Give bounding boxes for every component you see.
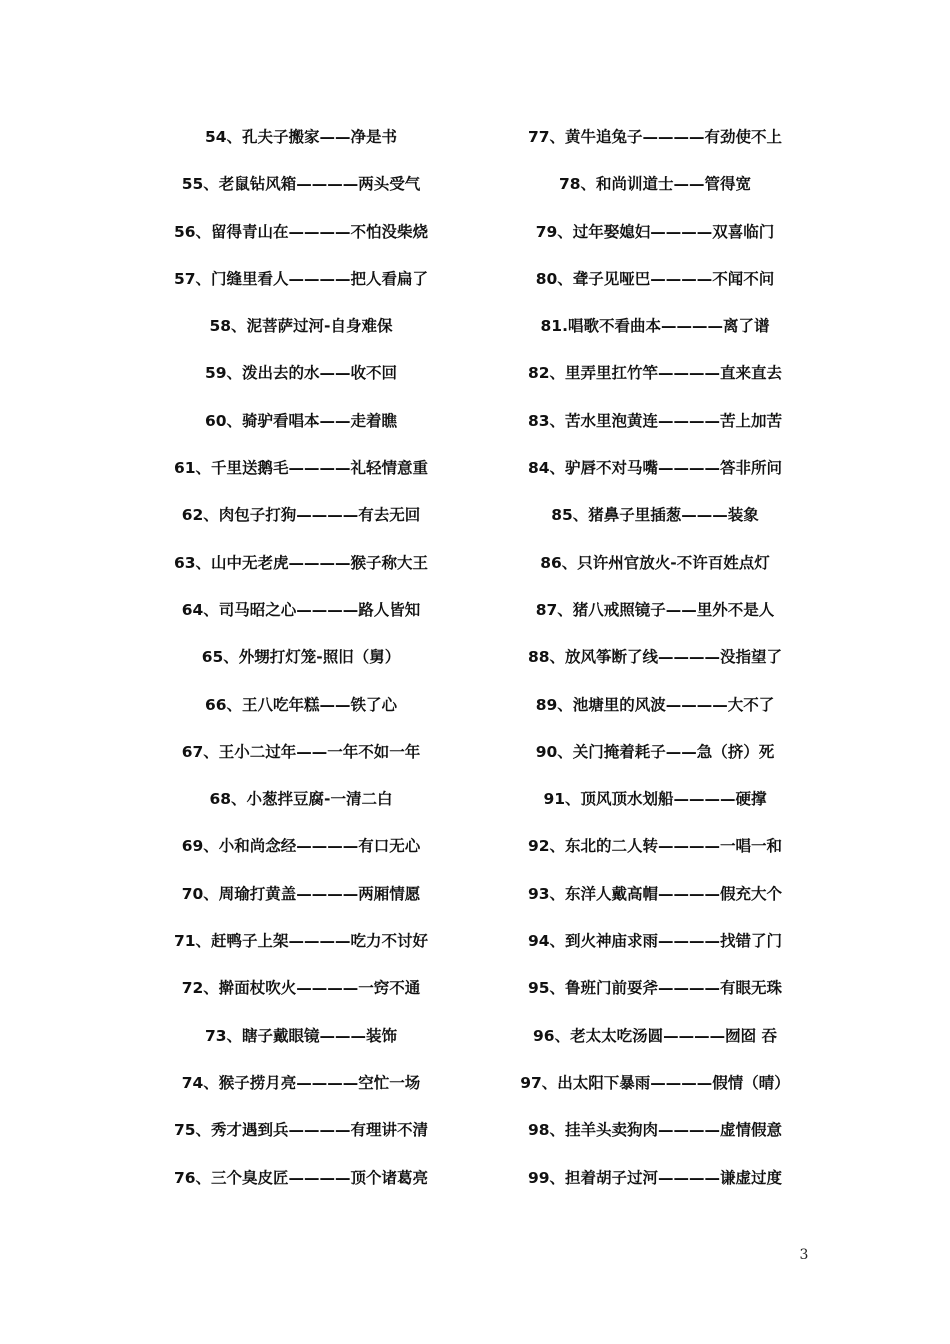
- proverb-item: 78、和尚训道士——管得宽: [558, 175, 752, 194]
- proverb-item: 94、到火神庙求雨————找错了门: [527, 932, 783, 951]
- proverb-item: 58、泥菩萨过河-自身难保: [209, 317, 393, 336]
- proverb-item: 91、顶风顶水划船————硬撑: [543, 790, 767, 809]
- proverb-item: 96、老太太吃汤圆————囫囵 吞: [533, 1026, 777, 1045]
- proverb-item: 75、秀才遇到兵————有理讲不清: [173, 1121, 429, 1140]
- page-number: 3: [799, 1247, 809, 1263]
- proverb-item: 68、小葱拌豆腐-一清二白: [209, 790, 393, 809]
- proverb-item: 79、过年娶媳妇————双喜临门: [535, 222, 775, 241]
- proverb-item: 67、王小二过年——一年不如一年: [181, 742, 421, 761]
- proverb-item: 80、聋子见哑巴————不闻不问: [535, 269, 775, 288]
- proverb-item: 92、东北的二人转————一唱一和: [527, 837, 783, 856]
- left-column: [136, 116, 466, 1204]
- proverb-item: 89、池塘里的风波————大不了: [535, 695, 775, 714]
- proverb-item: 76、三个臭皮匠————顶个诸葛亮: [173, 1168, 429, 1187]
- proverb-item: 59、泼出去的水——收不回: [204, 364, 398, 383]
- proverb-item: 62、肉包子打狗————有去无回: [181, 506, 421, 525]
- proverb-item: 64、司马昭之心————路人皆知: [181, 600, 421, 619]
- proverb-item: 90、关门掩着耗子——急（挤）死: [535, 742, 775, 761]
- proverb-item: 61、千里送鹅毛————礼轻情意重: [173, 459, 429, 478]
- proverb-item: 95、鲁班门前耍斧————有眼无珠: [527, 979, 783, 998]
- proverb-item: 65、外甥打灯笼-照旧（舅）: [201, 648, 401, 667]
- proverb-item: 77、黄牛追兔子————有劲使不上: [527, 128, 783, 146]
- proverb-item: 88、放风筝断了线————没指望了: [527, 648, 783, 667]
- proverb-item: 55、老鼠钻风箱————两头受气: [181, 175, 421, 194]
- proverb-item: 66、王八吃年糕——铁了心: [204, 695, 398, 714]
- proverb-item: 63、山中无老虎————猴子称大王: [173, 553, 429, 572]
- proverb-item: 82、里弄里扛竹竿————直来直去: [527, 364, 783, 383]
- proverb-item: 86、只许州官放火-不许百姓点灯: [540, 553, 770, 572]
- proverb-item: 83、苦水里泡黄连————苦上加苦: [527, 411, 783, 430]
- proverb-item: 93、东洋人戴高帽————假充大个: [527, 884, 783, 903]
- proverb-item: 54、孔夫子搬家——净是书: [204, 128, 398, 146]
- proverb-item: 71、赶鸭子上架————吃力不讨好: [173, 932, 429, 951]
- proverb-item: 97、出太阳下暴雨————假情（晴）: [520, 1073, 790, 1092]
- proverb-item: 99、担着胡子过河————谦虚过度: [527, 1168, 783, 1187]
- proverb-item: 60、骑驴看唱本——走着瞧: [204, 411, 398, 430]
- proverb-item: 74、猴子捞月亮————空忙一场: [181, 1073, 421, 1092]
- proverb-item: 56、留得青山在————不怕没柴烧: [173, 222, 429, 241]
- proverb-item: 72、擀面杖吹火————一窍不通: [181, 979, 421, 998]
- proverb-item: 85、猪鼻子里插葱———装象: [551, 506, 759, 525]
- proverb-item: 81.唱歌不看曲本————离了谱: [540, 317, 770, 336]
- right-column: [490, 116, 820, 1204]
- proverb-item: 57、门缝里看人————把人看扁了: [173, 269, 429, 288]
- proverb-item: 98、挂羊头卖狗肉————虚情假意: [527, 1121, 783, 1140]
- proverb-item: 84、驴唇不对马嘴————答非所问: [527, 459, 783, 478]
- proverb-item: 69、小和尚念经————有口无心: [181, 837, 421, 856]
- proverb-item: 87、猪八戒照镜子——里外不是人: [535, 600, 775, 619]
- proverb-item: 73、瞎子戴眼镜———装饰: [204, 1026, 398, 1045]
- proverb-item: 70、周瑜打黄盖————两厢情愿: [181, 884, 421, 903]
